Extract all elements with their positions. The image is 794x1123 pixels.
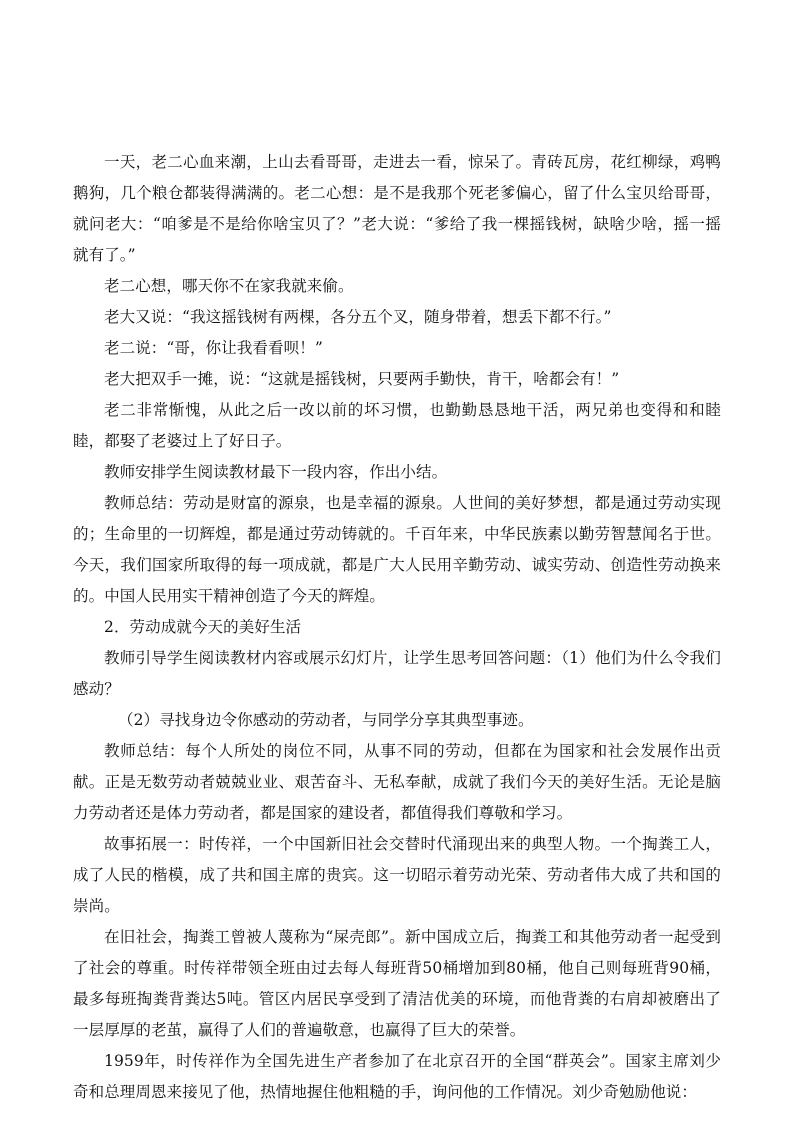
story-extension-1: 故事拓展一：时传祥，一个中国新旧社会交替时代涌现出来的典型人物。一个掏粪工人，成了人民的楷模，成了共和国主席的贵宾。这一切昭示着劳动光荣、劳动者伟大成了共和国的崇尚。 <box>73 835 721 915</box>
story-paragraph-hands: 老大把双手一摊，说：“这就是摇钱树，只要两手勤快，肯干，啥都会有！” <box>104 370 620 388</box>
question-2: （2）寻找身边令你感动的劳动者，与同学分享其典型事迹。 <box>118 711 534 729</box>
teacher-summary-1: 教师总结：劳动是财富的源泉，也是幸福的源泉。人世间的美好梦想，都是通过劳动实现的；生命里的一切辉煌，都是通过劳动铸就的。千百年来，中华民族素以勤劳智慧闻名于世。今天，我们国家所取得的每一项成就，都是广大人民用辛勤劳动、诚实劳动、创造性劳动换来的。中国人民用实干精神创造了今天的辉煌。 <box>73 494 721 605</box>
old-society-paragraph: 在旧社会，掏粪工曾被人蔑称为“屎壳郎”。新中国成立后，掏粪工和其他劳动者一起受到了社会的尊重。时传祥带领全班由过去每人每班背50桶增加到80桶，他自己则每班背90桶，最多每班掏粪背粪达5吨。管区内居民享受到了清洁优美的环境，而他背粪的右肩却被磨出了一层厚厚的老茧，赢得了人们的普遍敬意，也赢得了巨大的荣誉。 <box>73 928 721 1039</box>
story-paragraph-ending: 老二非常惭愧，从此之后一改以前的坏习惯，也勤勤恳恳地干活，两兄弟也变得和和睦睦，都娶了老婆过上了好日子。 <box>73 401 721 450</box>
teacher-guidance-question: 教师引导学生阅读教材内容或展示幻灯片，让学生思考回答问题：（1）他们为什么令我们感动？ <box>73 649 721 698</box>
story-paragraph-visit: 一天，老二心血来潮，上山去看哥哥，走进去一看，惊呆了。青砖瓦房，花红柳绿，鸡鸭鹅狗，几个粮仓都装得满满的。老二心想：是不是我那个死老爹偏心，留了什么宝贝给哥哥，就问老大：“咱爹是不是给你啥宝贝了？”老大说：“爹给了我一棵摇钱树，缺啥少啥，摇一摇就有了。” <box>73 153 721 264</box>
story-paragraph-steal-thought: 老二心想，哪天你不在家我就来偷。 <box>104 277 354 295</box>
story-paragraph-let-me-see: 老二说：“哥，你让我看看呗！” <box>104 339 323 357</box>
document-body <box>73 147 721 1108</box>
teacher-instruction: 教师安排学生阅读教材最下一段内容，作出小结。 <box>104 463 448 481</box>
story-paragraph-two-trees: 老大又说：“我这摇钱树有两棵，各分五个叉，随身带着，想丢下都不行。” <box>104 308 612 326</box>
year-1959-paragraph: 1959年，时传祥作为全国先进生产者参加了在北京召开的全国“群英会”。国家主席刘少奇和总理周恩来接见了他，热情地握住他粗糙的手，询问他的工作情况。刘少奇勉励他说： <box>73 1052 721 1101</box>
section-heading-2: 2．劳动成就今天的美好生活 <box>104 618 302 636</box>
teacher-summary-2: 教师总结：每个人所处的岗位不同，从事不同的劳动，但都在为国家和社会发展作出贡献。正是无数劳动者兢兢业业、艰苦奋斗、无私奉献，成就了我们今天的美好生活。无论是脑力劳动者还是体力劳动者，都是国家的建设者，都值得我们尊敬和学习。 <box>73 742 721 822</box>
